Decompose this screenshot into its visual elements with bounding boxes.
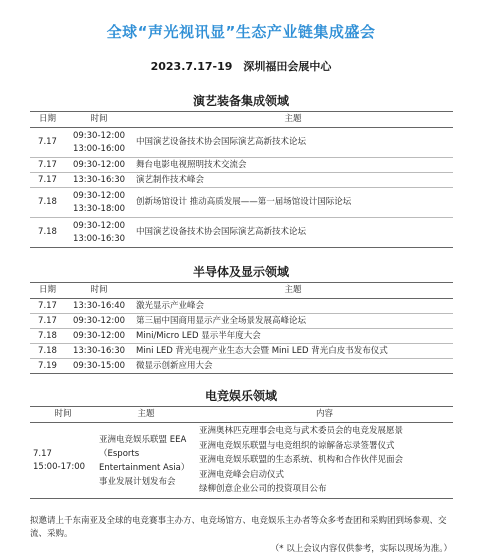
table-header-row: [30, 407, 453, 423]
content-cell: [196, 423, 453, 499]
time-cell: 09:30-12:00: [65, 314, 133, 329]
col-header-date: 日期: [30, 112, 65, 128]
topic-cell: 中国演艺设备技术协会国际演艺高新技术论坛: [133, 128, 453, 158]
time-cell: 09:30-12:00: [65, 158, 133, 173]
col-header-time: 时间: [65, 112, 133, 128]
topic-cell: 亚洲电竞娱乐联盟 EEA（Esports Entertainment Asia）事业发展计划发布会: [96, 423, 196, 499]
col-header-content: 内容: [196, 407, 453, 423]
content-item: 亚洲电竞娱乐联盟与电竞组织的谅解备忘录签署仪式: [199, 440, 395, 451]
table-row: [30, 173, 453, 188]
stage-schedule-table: [30, 111, 453, 248]
topic-cell: 激光显示产业峰会: [133, 299, 453, 314]
esports-schedule-table: [30, 406, 453, 499]
topic-cell: 微显示创新应用大会: [133, 359, 453, 374]
content-item: 亚洲电竞娱乐联盟的生态系统、机构和合作伙伴见面会: [199, 455, 404, 466]
table-row: [30, 128, 453, 158]
col-header-topic: 主题: [133, 112, 453, 128]
time-cell: 09:30-12:00 13:00-16:00: [65, 128, 133, 158]
col-header-topic: 主题: [96, 407, 196, 423]
date-cell: 7.18: [30, 344, 65, 359]
table-row: [30, 423, 453, 499]
time-cell: 7.17 15:00-17:00: [30, 423, 96, 499]
topic-cell: 舞台电影电视照明技术交流会: [133, 158, 453, 173]
date-cell: 7.18: [30, 188, 65, 218]
topic-cell: 中国演艺设备技术协会国际演艺高新技术论坛: [133, 218, 453, 248]
date-cell: 7.17: [30, 128, 65, 158]
date-cell: 7.17: [30, 299, 65, 314]
content-item: 绿柳创意企业公司的投资项目公布: [199, 484, 327, 495]
date-cell: 7.17: [30, 173, 65, 188]
display-schedule-table: [30, 282, 453, 374]
table-header-row: [30, 283, 453, 299]
topic-cell: 第三届中国商用显示产业全场景发展高峰论坛: [133, 314, 453, 329]
date-cell: 7.19: [30, 359, 65, 374]
section-title-display: 半导体及显示领域: [192, 265, 289, 279]
date-cell: 7.18: [30, 329, 65, 344]
time-cell: 13:30-16:40: [65, 299, 133, 314]
disclaimer: （* 以上会议内容仅供参考，实际以现场为准。）: [270, 544, 452, 554]
table-row: [30, 299, 453, 314]
col-header-time: 时间: [65, 283, 133, 299]
topic-cell: 创新场馆设计 推动高质发展——第一届场馆设计国际论坛: [133, 188, 453, 218]
table-row: [30, 359, 453, 374]
table-row: [30, 158, 453, 173]
topic-cell: Mini/Micro LED 显示半年度大会: [133, 329, 453, 344]
topic-cell: 演艺制作技术峰会: [133, 173, 453, 188]
table-row: [30, 218, 453, 248]
table-row: [30, 314, 453, 329]
table-row: [30, 188, 453, 218]
date-cell: 7.18: [30, 218, 65, 248]
content-item: 亚洲奥林匹克理事会电竞与武术委员会的电竞发展愿景: [199, 426, 404, 437]
invitation-note: 拟邀请上千东南亚及全球的电竞赛事主办方、电竞场馆方、电竞娱乐主办者等众多考查团和采购团到场参观、交流、采购。: [30, 516, 447, 539]
table-row: [30, 344, 453, 359]
date-cell: 7.17: [30, 158, 65, 173]
time-cell: 13:30-16:30: [65, 344, 133, 359]
table-row: [30, 329, 453, 344]
table-header-row: [30, 112, 453, 128]
time-cell: 09:30-12:00: [65, 329, 133, 344]
section-title-esports: 电竞娱乐领域: [204, 389, 277, 403]
time-cell: 09:30-12:00 13:30-18:00: [65, 188, 133, 218]
date-cell: 7.17: [30, 314, 65, 329]
col-header-date: 日期: [30, 283, 65, 299]
col-header-time: 时间: [30, 407, 96, 423]
section-title-stage: 演艺装备集成领域: [192, 94, 289, 108]
col-header-topic: 主题: [133, 283, 453, 299]
date-venue: 2023.7.17-19 深圳福田会展中心: [150, 60, 332, 73]
content-item: 亚洲电竞峰会启动仪式: [199, 469, 285, 480]
time-cell: 13:30-16:30: [65, 173, 133, 188]
time-cell: 09:30-15:00: [65, 359, 133, 374]
page-title: 全球“声光视讯显”生态产业链集成盛会: [106, 23, 376, 41]
topic-cell: Mini LED 背光电视产业生态大会暨 Mini LED 背光白皮书发布仪式: [133, 344, 453, 359]
time-cell: 09:30-12:00 13:00-16:30: [65, 218, 133, 248]
